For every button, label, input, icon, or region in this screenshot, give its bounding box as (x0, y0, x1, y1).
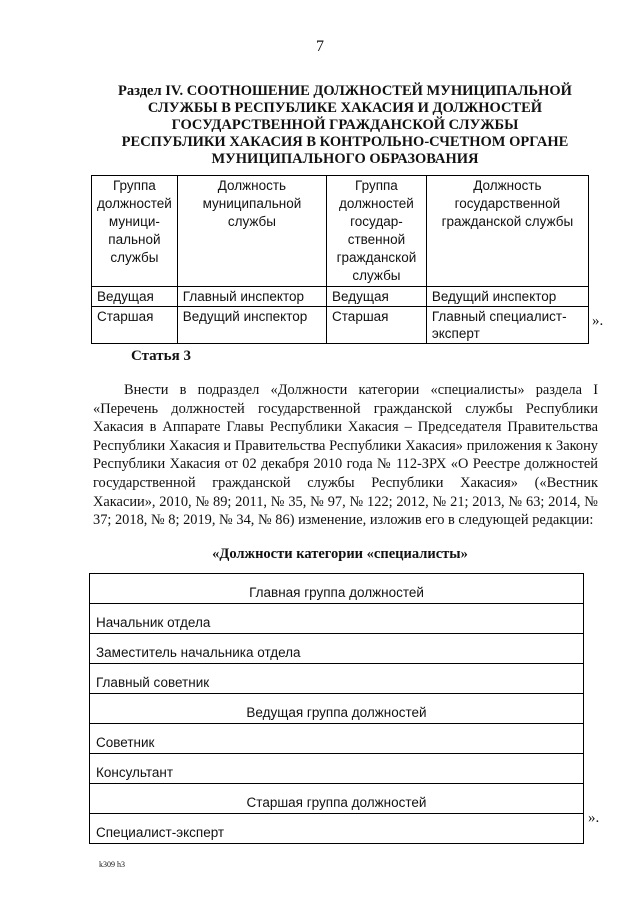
list-closing-mark: ». (588, 810, 600, 826)
table-cell: Ведущая (92, 287, 178, 307)
section-heading-line: РЕСПУБЛИКИ ХАКАСИЯ В КОНТРОЛЬНО-СЧЕТНОМ ОРГАНЕ (121, 134, 569, 150)
section-heading-line: ГОСУДАРСТВЕННОЙ ГРАЖДАНСКОЙ СЛУЖБЫ (171, 117, 519, 133)
table-cell: Ведущий инспектор (177, 307, 326, 344)
header-state-position: Должность государственной гражданской службы (426, 176, 588, 287)
table-cell: Ведущая (327, 287, 427, 307)
group-heading: Ведущая группа должностей (90, 694, 584, 724)
footer-code: k309 h3 (99, 860, 125, 869)
header-municipal-position: Должность муниципальной службы (177, 176, 326, 287)
table-cell: Старшая (327, 307, 427, 344)
position-cell: Главный советник (90, 664, 584, 694)
group-heading: Старшая группа должностей (90, 784, 584, 814)
article-body: Внести в подраздел «Должности категории «специалисты» раздела I «Перечень должностей государственной гражданской службы Республики Хакасия в Аппарате Главы Республики Хакасия – Председателя Правительства Республики Хакасия и Правительства Республики Хакасия» приложения к Закону Республики Хакасия от 02 декабря 2010 года № 112-ЗРХ «О Реестре должностей государственной гражданской службы Республики Хакасия» («Вестник Хакасии», 2010, № 89; 2011, № 35, № 97, № 122; 2012, № 21; 2013, № 63; 2014, № 37; 2018, № 8; 2019, № 34, № 86) изменение, изложив его в следующей редакции: (93, 382, 598, 529)
table-row (90, 754, 584, 784)
table-row (90, 814, 584, 844)
position-cell: Заместитель начальника отдела (90, 634, 584, 664)
position-cell: Консультант (90, 754, 584, 784)
table-cell: Ведущий инспектор (426, 287, 588, 307)
section-heading (100, 83, 590, 168)
correspondence-table (91, 175, 589, 344)
section-heading-line: СЛУЖБЫ В РЕСПУБЛИКЕ ХАКАСИЯ И ДОЛЖНОСТЕЙ (147, 100, 543, 116)
group-heading: Главная группа должностей (90, 574, 584, 604)
group-row (90, 784, 584, 814)
section-heading-line: МУНИЦИПАЛЬНОГО ОБРАЗОВАНИЯ (211, 151, 479, 167)
table-header-row (92, 176, 589, 287)
section-heading-line: Раздел IV. СООТНОШЕНИЕ ДОЛЖНОСТЕЙ МУНИЦИПАЛЬНОЙ (118, 83, 572, 99)
table-row (90, 604, 584, 634)
table-row (90, 634, 584, 664)
table-cell: Старшая (92, 307, 178, 344)
header-municipal-group: Группа должностей муници-пальной службы (92, 176, 178, 287)
positions-list-title: «Должности категории «специалисты» (212, 546, 468, 562)
table-closing-mark: ». (592, 313, 604, 329)
page-number: 7 (316, 38, 324, 55)
header-state-group: Группа должностей государ-ственной гражданской службы (327, 176, 427, 287)
table-row (92, 307, 589, 344)
table-row (90, 664, 584, 694)
table-row (92, 287, 589, 307)
position-cell: Начальник отдела (90, 604, 584, 634)
group-row (90, 694, 584, 724)
table-row (90, 724, 584, 754)
position-cell: Специалист-эксперт (90, 814, 584, 844)
table-cell: Главный инспектор (177, 287, 326, 307)
table-cell: Главный специалист-эксперт (426, 307, 588, 344)
positions-table (89, 573, 584, 844)
group-row (90, 574, 584, 604)
article-title: Статья 3 (131, 348, 191, 364)
position-cell: Советник (90, 724, 584, 754)
